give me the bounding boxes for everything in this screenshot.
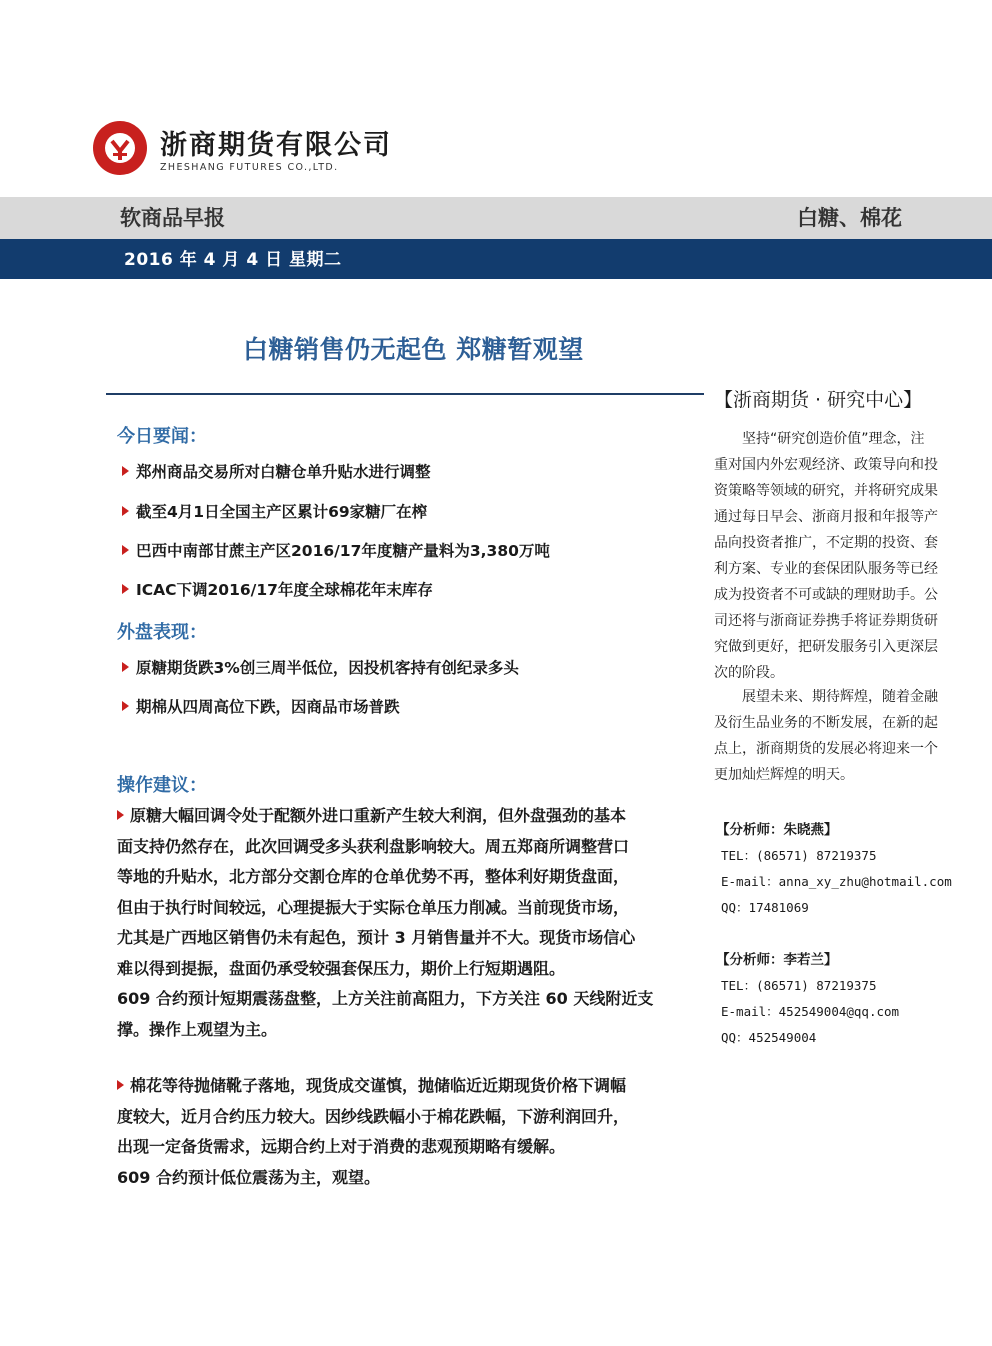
- news-item: ICAC下调2016/17年度全球棉花年末库存: [122, 578, 433, 600]
- paragraph-line: 点上，浙商期货的发展必将迎来一个: [714, 741, 938, 757]
- sidebar-title: 【浙商期货 · 研究中心】: [714, 389, 923, 411]
- company-name-en: ZHESHANG FUTURES CO.,LTD.: [160, 162, 339, 173]
- paragraph-line: 撑。操作上观望为主。: [117, 1019, 278, 1039]
- bullet-icon: [117, 810, 124, 820]
- news-item: 巴西中南部甘蔗主产区2016/17年度糖产量料为3,380万吨: [122, 539, 550, 561]
- paragraph-line: 出现一定备货需求，远期合约上对于消费的悲观预期略有缓解。: [117, 1137, 566, 1156]
- analyst-title: 【分析师：李若兰】: [716, 952, 838, 968]
- paragraph-line: 利方案、专业的套保团队服务等已经: [714, 561, 938, 577]
- paragraph-line: 及衍生品业务的不断发展，在新的起: [714, 715, 938, 731]
- sidebar-intro: [714, 426, 964, 686]
- bullet-icon: [122, 466, 129, 476]
- paragraph-line: 成为投资者不可或缺的理财助手。公: [714, 587, 938, 603]
- bullet-icon: [122, 545, 129, 555]
- paragraph-line: 尤其是广西地区销售仍未有起色，预计 3 月销售量并不大。现货市场信心: [117, 928, 636, 947]
- paragraph-line: 原糖大幅回调令处于配额外进口重新产生较大利润，但外盘强劲的基本: [117, 801, 682, 832]
- advice-heading: 操作建议：: [117, 775, 207, 796]
- analyst-email[interactable]: E-mail：anna_xy_zhu@hotmail.com: [721, 874, 952, 889]
- report-date: 2016 年 4 月 4 日 星期二: [124, 250, 342, 270]
- news-item: 截至4月1日全国主产区累计69家糖厂在榨: [122, 500, 427, 522]
- paragraph-line: 资策略等领域的研究，并将研究成果: [714, 483, 938, 499]
- sugar-advice: [117, 801, 682, 1045]
- analyst-title: 【分析师：朱晓燕】: [716, 822, 838, 838]
- news-heading: 今日要闻：: [117, 426, 207, 447]
- paragraph-line: 棉花等待抛储靴子落地，现货成交谨慎，抛储临近近期现货价格下调幅: [117, 1071, 682, 1102]
- company-logo-icon: [92, 120, 148, 176]
- paragraph-line: 展望未来、期待辉煌，随着金融: [742, 689, 938, 705]
- external-heading: 外盘表现：: [117, 622, 207, 643]
- bullet-icon: [117, 1080, 124, 1090]
- paragraph-line: 但由于执行时间较远，心理提振大于实际仓单压力削减。当前现货市场，: [117, 897, 630, 917]
- bullet-icon: [122, 506, 129, 516]
- paragraph-line: 次的阶段。: [714, 665, 784, 681]
- paragraph-line: 面支持仍然存在，此次回调受多头获利盘影响较大。周五郑商所调整营口: [117, 836, 630, 856]
- analyst-qq: QQ：17481069: [721, 900, 809, 915]
- analyst-email[interactable]: E-mail：452549004@qq.com: [721, 1004, 900, 1019]
- paragraph-line: 重对国内外宏观经济、政策导向和投: [714, 457, 938, 473]
- external-item: 原糖期货跌3%创三周半低位，因投机客持有创纪录多头: [122, 656, 519, 678]
- sidebar-outlook: [714, 684, 964, 788]
- report-tags: 白糖、棉花: [797, 206, 902, 230]
- company-name-cn: 浙商期货有限公司: [160, 130, 392, 161]
- news-item: 郑州商品交易所对白糖仓单升贴水进行调整: [122, 460, 431, 482]
- paragraph-line: 司还将与浙商证券携手将证券期货研: [714, 613, 938, 629]
- bullet-icon: [122, 584, 129, 594]
- report-type: 软商品早报: [120, 206, 225, 230]
- paragraph-line: 坚持“研究创造价值”理念，注: [742, 431, 925, 447]
- cotton-advice: [117, 1071, 682, 1193]
- paragraph-line: 难以得到提振，盘面仍承受较强套保压力，期价上行短期遇阻。: [117, 958, 566, 978]
- bullet-icon: [122, 701, 129, 711]
- analyst-qq: QQ：452549004: [721, 1030, 817, 1045]
- bullet-icon: [122, 662, 129, 672]
- paragraph-line: 究做到更好，把研发服务引入更深层: [714, 639, 938, 655]
- paragraph-line: 通过每日早会、浙商月报和年报等产: [714, 509, 938, 525]
- analyst-tel: TEL：(86571) 87219375: [721, 848, 877, 863]
- headline: 白糖销售仍无起色 郑糖暂观望: [243, 335, 584, 364]
- analyst-tel: TEL：(86571) 87219375: [721, 978, 877, 993]
- paragraph-line: 609 合约预计短期震荡盘整，上方关注前高阻力，下方关注 60 天线附近支: [117, 989, 654, 1008]
- paragraph-line: 等地的升贴水，北方部分交割仓库的仓单优势不再，整体利好期货盘面，: [117, 867, 630, 886]
- paragraph-line: 609 合约预计低位震荡为主，观望。: [117, 1167, 380, 1187]
- headline-divider: [106, 393, 704, 395]
- paragraph-line: 度较大，近月合约压力较大。因纱线跌幅小于棉花跌幅，下游利润回升，: [117, 1106, 630, 1126]
- external-item: 期棉从四周高位下跌，因商品市场普跌: [122, 695, 400, 717]
- paragraph-line: 更加灿烂辉煌的明天。: [714, 767, 854, 783]
- paragraph-line: 品向投资者推广，不定期的投资、套: [714, 535, 938, 551]
